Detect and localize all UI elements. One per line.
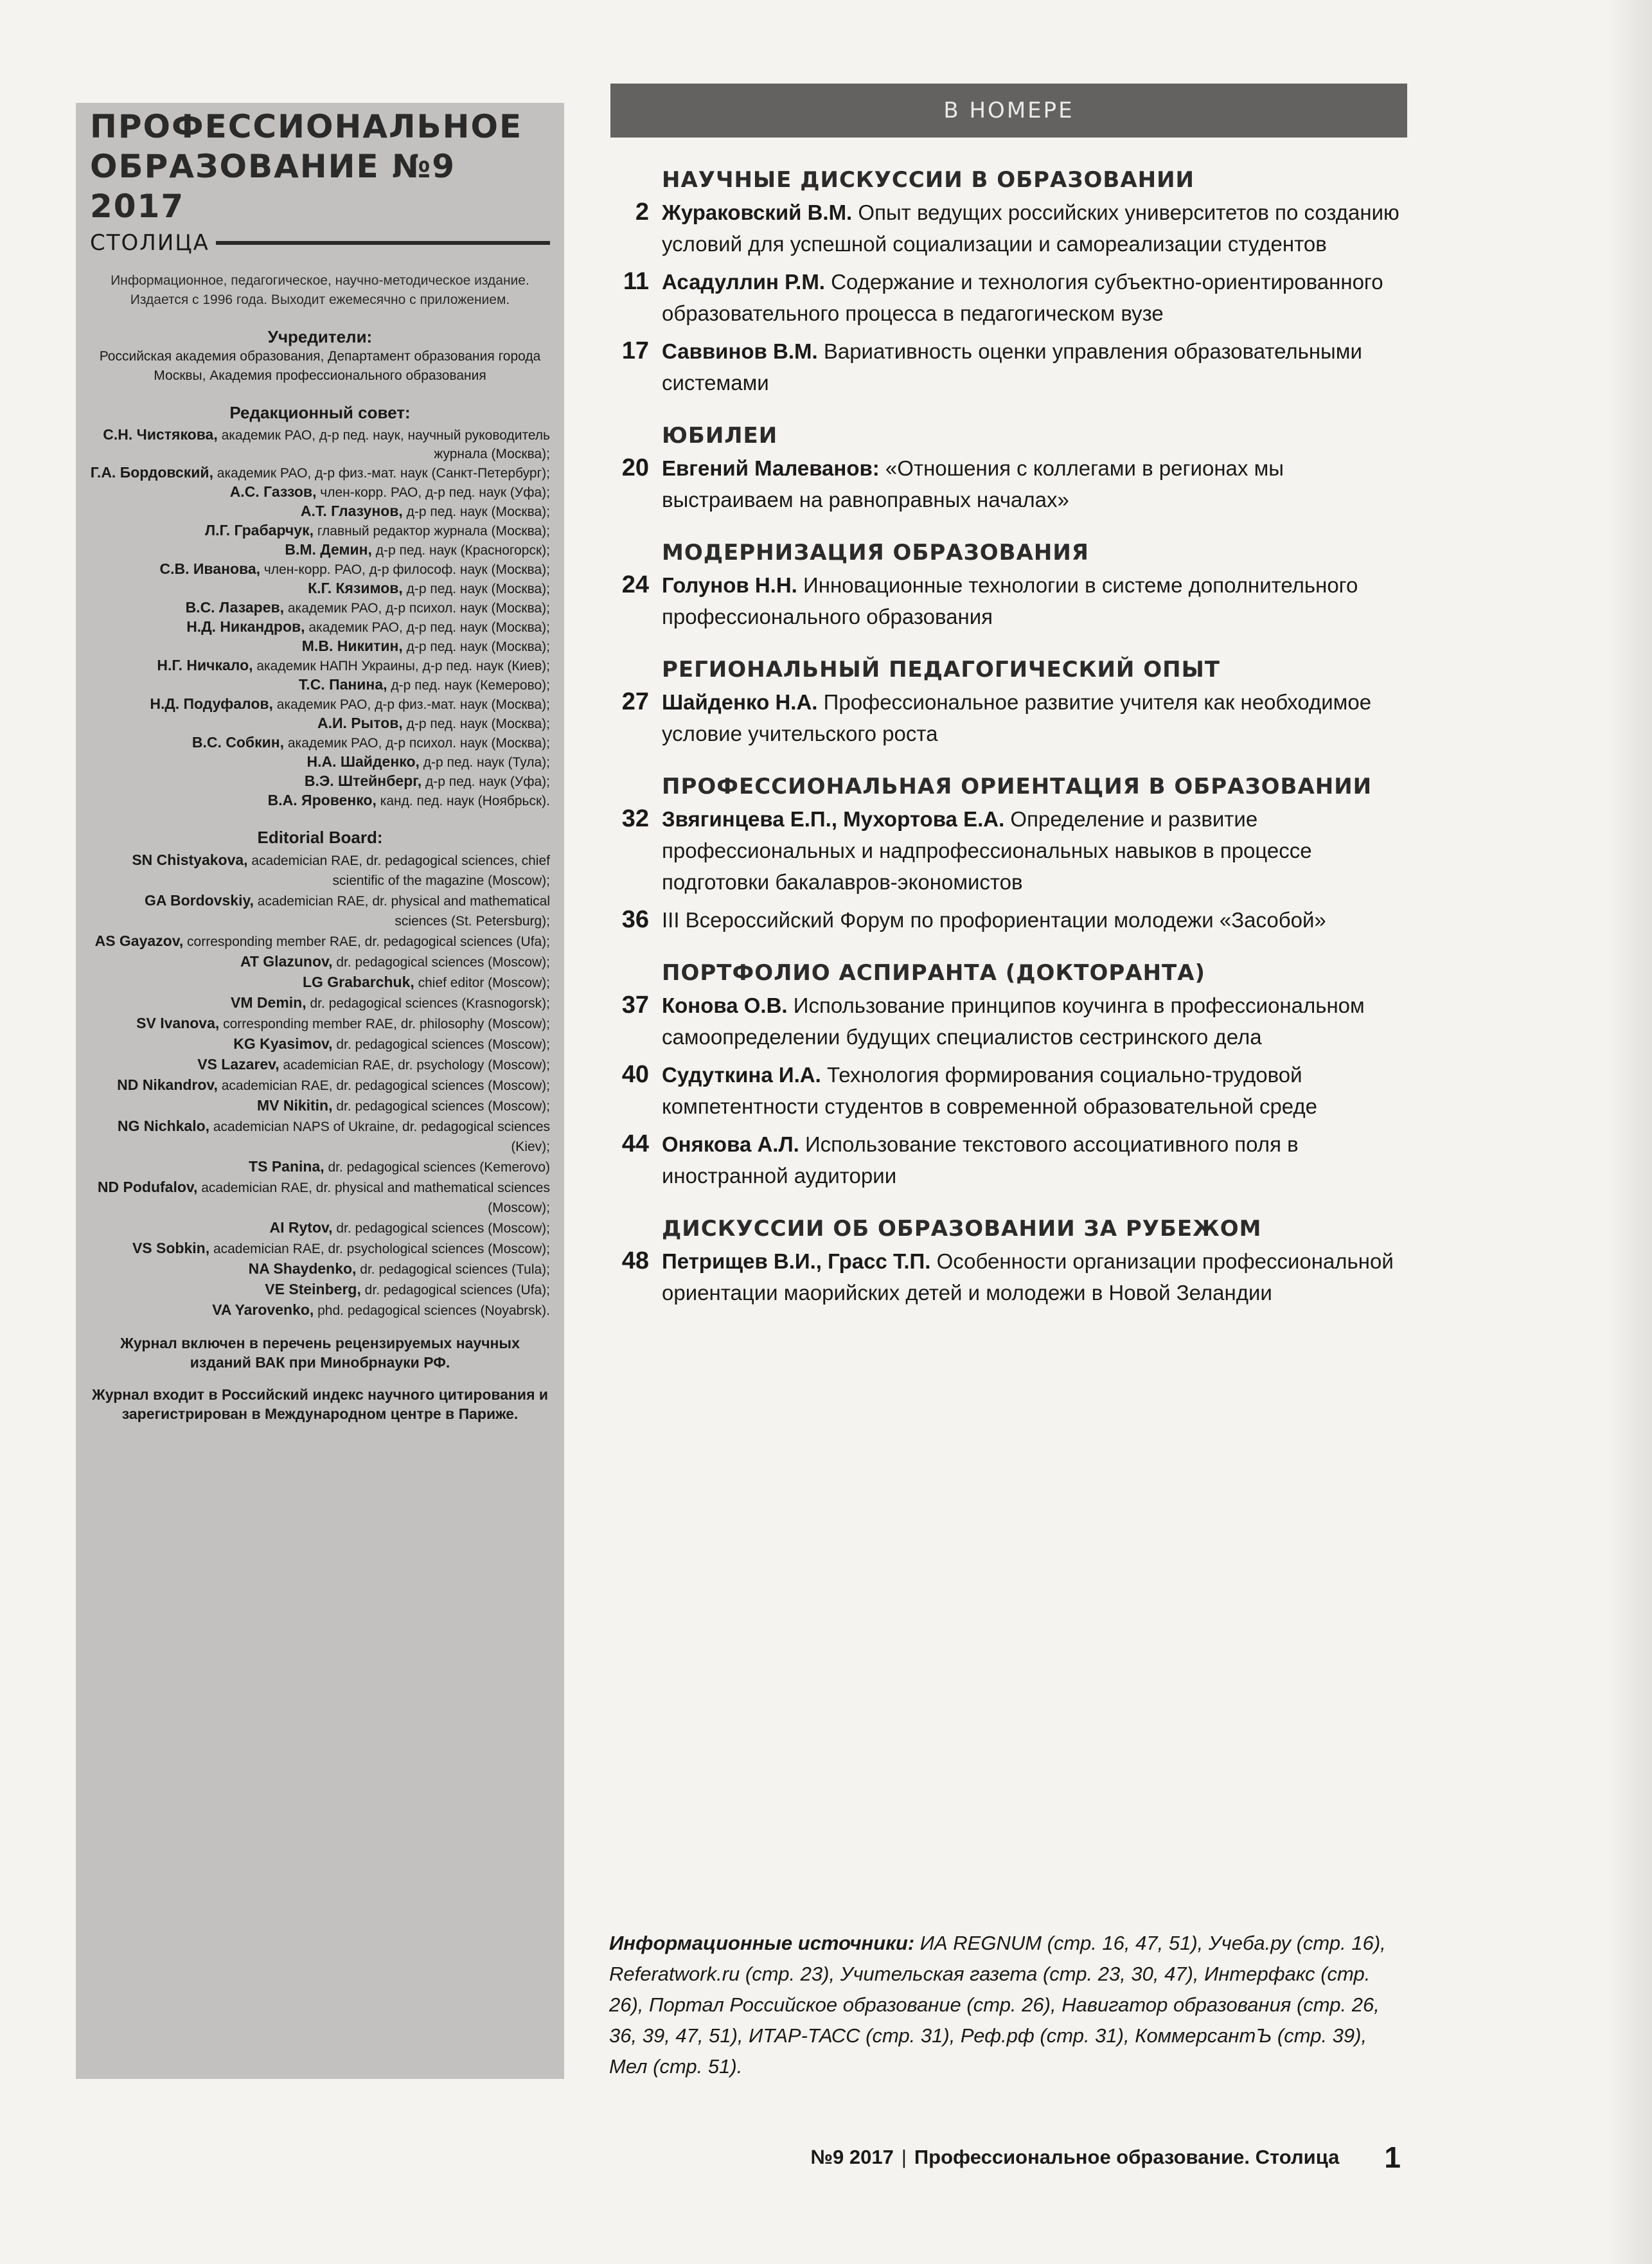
toc-entry-text [662, 335, 1407, 398]
toc-author: Шайденко Н.А. [662, 690, 818, 714]
toc-entry-text [662, 803, 1407, 898]
masthead-sidebar [76, 103, 564, 2079]
toc-article-title: Определение и развитие профессиональных и надпрофессиональных навыков в процессе подготовки бакалавров-экономистов [662, 807, 1312, 894]
toc-entry [621, 686, 1407, 749]
council-member [90, 598, 550, 618]
council-member [90, 521, 550, 540]
toc-entry [635, 197, 1407, 260]
board-member-name: GA Bordovskiy, [144, 892, 254, 909]
council-member-name: В.М. Демин, [285, 541, 372, 558]
footer-separator: | [901, 2146, 907, 2168]
toc-entry [621, 335, 1407, 398]
toc-entry [621, 452, 1407, 515]
council-member-description: д-р пед. наук (Уфа); [422, 774, 550, 789]
toc-author: Звягинцева Е.П., Мухортова Е.А. [662, 807, 1005, 831]
toc-page-number: 37 [621, 992, 649, 1019]
section-title: ПОРТФОЛИО АСПИРАНТА (ДОКТОРАНТА) [662, 960, 1206, 986]
toc-page-number: 48 [621, 1247, 649, 1274]
board-member-name: SN Chistyakova, [132, 851, 248, 868]
council-member-description: д-р пед. наук (Красногорск); [371, 543, 550, 558]
board-member-name: VS Lazarev, [197, 1056, 280, 1073]
board-member-description: dr. pedagogical sciences (Tula); [356, 1262, 550, 1277]
council-member [90, 463, 550, 483]
toc-article-title: Использование принципов коучинга в профессиональном самоопределении будущих специалистов сестринского дела [662, 994, 1365, 1049]
council-member [90, 540, 550, 560]
council-member [90, 579, 550, 598]
toc-entry [621, 569, 1407, 632]
council-member-description: канд. пед. наук (Ноябрьск). [376, 794, 550, 808]
toc-author: Конова О.В. [662, 994, 788, 1017]
council-member-description: академик РАО, д-р физ.-мат. наук (Санкт-Петербург); [213, 466, 550, 481]
toc-page-number: 2 [635, 199, 649, 226]
toc-page-number: 11 [623, 268, 649, 295]
toc-author: Петрищев В.И., Грасс Т.П. [662, 1249, 931, 1273]
board-member-description: dr. pedagogical sciences (Moscow); [332, 1099, 550, 1114]
council-member-description: академик РАО, д-р психол. наук (Москва); [284, 736, 550, 751]
council-member-name: К.Г. Кязимов, [308, 580, 403, 596]
board-member [90, 1075, 550, 1096]
board-member-description: dr. pedagogical sciences (Ufa); [360, 1283, 550, 1297]
magazine-title [90, 107, 550, 226]
board-member-name: KG Kyasimov, [233, 1035, 333, 1052]
council-member [90, 425, 550, 463]
board-member [90, 850, 550, 891]
toc-author: Голунов Н.Н. [662, 573, 797, 597]
section-title: РЕГИОНАЛЬНЫЙ ПЕДАГОГИЧЕСКИЙ ОПЫТ [662, 657, 1221, 682]
council-member-name: С.В. Иванова, [159, 560, 261, 577]
board-member-description: academician RAE, dr. pedagogical sciences, chief scientific of the magazine (Moscow); [247, 853, 550, 888]
board-member [90, 1177, 550, 1218]
toc-entry [621, 803, 1407, 898]
toc-article-title: Вариативность оценки управления образовательными системами [662, 339, 1362, 395]
publication-intro: Информационное, педагогическое, научно-методическое издание. Издается с 1996 года. Выходит ежемесячно с приложением. [111, 273, 529, 307]
page-footer [784, 2140, 1401, 2175]
council-heading: Редакционный совет: [229, 403, 411, 422]
council-member [90, 791, 550, 810]
section-title: ДИСКУССИИ ОБ ОБРАЗОВАНИИ ЗА РУБЕЖОМ [662, 1216, 1262, 1242]
council-member-name: В.А. Яровенко, [267, 792, 377, 808]
board-member [90, 1238, 550, 1259]
board-member-name: VA Yarovenko, [212, 1301, 314, 1318]
in-this-issue-header [610, 84, 1407, 138]
board-member [90, 1279, 550, 1300]
council-member-description: д-р пед. наук (Тула); [419, 755, 550, 770]
toc-entry [621, 1245, 1407, 1308]
board-member [90, 1157, 550, 1177]
council-member-name: В.Э. Штейнберг, [304, 772, 422, 789]
toc-page-number: 32 [621, 805, 649, 832]
toc-page-number: 36 [621, 906, 649, 933]
board-member-description: academician NAPS of Ukraine, dr. pedagogical sciences (Kiev); [209, 1119, 550, 1154]
board-member [90, 1116, 550, 1157]
board-member [90, 891, 550, 931]
toc-article-title: Профессиональное развитие учителя как необходимое условие учительского роста [662, 690, 1372, 745]
board-member [90, 1055, 550, 1075]
magazine-subtitle-text: СТОЛИЦА [90, 230, 209, 256]
council-member [90, 637, 550, 656]
toc-article-title: Использование текстового ассоциативного поля в иностранной аудитории [662, 1132, 1299, 1188]
council-member-name: А.Т. Глазунов, [300, 503, 403, 519]
toc-page-number: 17 [621, 337, 649, 364]
board-member [90, 1300, 550, 1321]
board-member-description: dr. pedagogical sciences (Moscow); [332, 955, 550, 970]
board-member-description: academician RAE, dr. physical and mathematical sciences (Moscow); [197, 1181, 550, 1215]
board-member-name: SV Ivanova, [136, 1015, 220, 1031]
toc-page-number: 24 [621, 571, 649, 598]
board-member [90, 1218, 550, 1238]
council-member [90, 695, 550, 714]
council-member-description: академик РАО, д-р физ.-мат. наук (Москва); [272, 697, 550, 712]
board-member [90, 993, 550, 1013]
council-member-name: М.В. Никитин, [301, 637, 403, 654]
council-member-description: академик РАО, д-р пед. наук, научный руководитель журнала (Москва); [217, 428, 550, 461]
council-member-name: Н.Д. Подуфалов, [150, 695, 273, 712]
page-edge-shadow [1607, 0, 1652, 2264]
council-member-name: В.С. Собкин, [191, 734, 285, 751]
editorial-board-list [90, 850, 550, 1321]
toc-entry [621, 1059, 1407, 1122]
council-member [90, 483, 550, 502]
toc-entry-text [662, 452, 1407, 515]
footer-journal: Профессиональное образование. Столица [914, 2146, 1340, 2168]
board-member-description: academician RAE, dr. physical and mathematical sciences (St. Petersburg); [253, 894, 550, 929]
board-member-description: academician RAE, dr. pedagogical sciences (Moscow); [217, 1078, 550, 1093]
toc-page-number: 20 [621, 454, 649, 481]
council-member-name: В.С. Лазарев, [185, 599, 285, 616]
council-member-name: Т.С. Панина, [298, 676, 387, 693]
board-member-name: TS Panina, [249, 1158, 324, 1175]
council-member-name: А.И. Рытов, [317, 715, 403, 731]
board-member-name: VM Demin, [231, 994, 306, 1011]
board-member-name: VE Steinberg, [265, 1281, 361, 1297]
board-member-name: ND Podufalov, [97, 1179, 198, 1195]
council-member-name: Л.Г. Грабарчук, [205, 522, 314, 539]
board-member [90, 1096, 550, 1116]
council-member-name: Г.А. Бордовский, [90, 464, 213, 481]
board-member [90, 952, 550, 972]
board-member [90, 931, 550, 952]
toc-author: Асадуллин Р.М. [662, 270, 825, 294]
footer-issue: №9 2017 [810, 2146, 894, 2168]
council-member-description: д-р пед. наук (Кемерово); [387, 678, 550, 693]
council-member [90, 714, 550, 733]
magazine-title-line1: ПРОФЕССИОНАЛЬНОЕ [90, 108, 523, 145]
toc-author: Саввинов В.М. [662, 339, 818, 363]
council-member [90, 753, 550, 772]
council-member-description: академик НАПН Украины, д-р пед. наук (Киев); [253, 659, 550, 673]
council-member-description: член-корр. РАО, д-р философ. наук (Москва); [260, 562, 550, 577]
toc-entry [621, 1128, 1407, 1191]
toc-entry-text [662, 1059, 1407, 1122]
board-member [90, 1034, 550, 1055]
board-member-name: VS Sobkin, [132, 1240, 210, 1256]
council-member [90, 772, 550, 791]
council-member-description: д-р пед. наук (Москва); [402, 717, 550, 731]
toc-article-title: Инновационные технологии в системе дополнительного профессионального образования [662, 573, 1358, 628]
sources-text: ИА REGNUM (стр. 16, 47, 51), Учеба.ру (стр. 16), Referatwork.ru (стр. 23), Учительская газета (стр. 23, 30, 47), Интерфакс (стр. 26), Портал Российское образование (стр. 26), Навигатор образования (стр. 26, 36, 39, 47, 51), ИТАР-ТАСС (стр. 31), Реф.рф (стр. 31), КоммерсантЪ (стр. 39), Мел (стр. 51). [609, 1932, 1386, 2078]
board-member-description: phd. pedagogical sciences (Noyabrsk). [314, 1303, 550, 1318]
board-member-description: corresponding member RAE, dr. philosophy (Moscow); [219, 1017, 550, 1031]
council-member [90, 675, 550, 695]
magazine-title-line2: ОБРАЗОВАНИЕ №9 2017 [90, 148, 456, 225]
sources-label: Информационные источники: [609, 1932, 915, 1954]
board-member-name: AI Rytov, [269, 1219, 333, 1236]
section-title: НАУЧНЫЕ ДИСКУССИИ В ОБРАЗОВАНИИ [662, 167, 1195, 193]
board-member-name: NA Shaydenko, [248, 1260, 357, 1277]
founders-text: Российская академия образования, Департамент образования города Москвы, Академия профессионального образования [99, 349, 541, 383]
toc-article-title: Опыт ведущих российских университетов по созданию условий для успешной социализации и самореализации студентов [662, 201, 1399, 256]
council-member-name: Н.Г. Ничкало, [157, 657, 253, 673]
board-member-description: chief editor (Moscow); [414, 976, 550, 990]
board-member [90, 1259, 550, 1279]
board-member-name: AT Glazunov, [240, 953, 333, 970]
board-member [90, 972, 550, 993]
toc-entry-text [662, 266, 1407, 329]
toc-entry [623, 266, 1407, 329]
council-member-name: Н.А. Шайденко, [306, 753, 420, 770]
founders-heading: Учредители: [267, 327, 373, 346]
council-member-name: Н.Д. Никандров, [186, 618, 305, 635]
council-member [90, 502, 550, 521]
board-member-name: LG Grabarchuk, [302, 974, 414, 990]
board-member-name: AS Gayazov, [94, 932, 184, 949]
toc-page-number: 40 [621, 1061, 649, 1088]
toc-entry-text [662, 197, 1407, 260]
toc-entry-text [662, 1128, 1407, 1191]
editorial-council-list [90, 425, 550, 810]
council-member [90, 560, 550, 579]
section-title: МОДЕРНИЗАЦИЯ ОБРАЗОВАНИЯ [662, 540, 1089, 566]
board-member [90, 1013, 550, 1034]
board-member-description: dr. pedagogical sciences (Moscow); [332, 1037, 550, 1052]
toc-page-number: 44 [621, 1130, 649, 1157]
subtitle-rule [216, 241, 550, 245]
toc-article-title: Особенности организации профессиональной ориентации маорийских детей и молодежи в Новой Зеландии [662, 1249, 1394, 1305]
toc-entry-text [662, 686, 1407, 749]
toc-entry [621, 904, 1407, 936]
toc-author: Онякова А.Л. [662, 1132, 799, 1156]
council-member [90, 656, 550, 675]
council-member-name: С.Н. Чистякова, [103, 426, 218, 443]
toc-article-title: «Отношения с коллегами в регионах мы выстраиваем на равноправных началах» [662, 456, 1284, 512]
toc-author: Жураковский В.М. [662, 201, 853, 224]
editorial-board-heading: Editorial Board: [257, 828, 383, 847]
toc-entry-text [662, 569, 1407, 632]
board-member-name: MV Nikitin, [256, 1097, 333, 1114]
toc-article-title: Содержание и технология субъектно-ориентированного образовательного процесса в педагогическом вузе [662, 270, 1383, 325]
board-member-name: NG Nichkalo, [117, 1118, 210, 1134]
board-member-description: academician RAE, dr. psychological sciences (Moscow); [209, 1242, 550, 1256]
table-of-contents [621, 167, 1407, 1315]
page-number: 1 [1384, 2141, 1401, 2174]
council-member-description: д-р пед. наук (Москва); [402, 504, 550, 519]
board-member-name: ND Nikandrov, [117, 1076, 218, 1093]
toc-page-number: 27 [621, 688, 649, 715]
council-member [90, 618, 550, 637]
toc-entry-text [662, 990, 1407, 1053]
council-member-description: академик РАО, д-р пед. наук (Москва); [305, 620, 550, 635]
toc-entry-text [662, 904, 1407, 936]
in-this-issue-label: В НОМЕРЕ [943, 98, 1074, 123]
council-member-name: А.С. Газзов, [229, 483, 317, 500]
board-member-description: academician RAE, dr. psychology (Moscow); [279, 1058, 550, 1073]
toc-author: Судуткина И.А. [662, 1063, 821, 1087]
toc-entry [621, 990, 1407, 1053]
toc-entry-text [662, 1245, 1407, 1308]
council-member [90, 733, 550, 753]
board-member-description: corresponding member RAE, dr. pedagogical sciences (Ufa); [183, 934, 550, 949]
board-member-description: dr. pedagogical sciences (Moscow); [332, 1221, 550, 1236]
toc-article-title: Технология формирования социально-трудовой компетентности студентов в современной образовательной среде [662, 1063, 1318, 1118]
rinc-note: Журнал входит в Российский индекс научного цитирования и зарегистрирован в Международном центре в Париже. [91, 1386, 549, 1422]
council-member-description: д-р пед. наук (Москва); [402, 582, 550, 596]
section-title: ЮБИЛЕИ [662, 423, 778, 449]
toc-article-title: III Всероссийский Форум по профориентации молодежи «Засобой» [662, 908, 1326, 932]
council-member-description: д-р пед. наук (Москва); [402, 639, 550, 654]
toc-author: Евгений Малеванов: [662, 456, 880, 480]
board-member-description: dr. pedagogical sciences (Krasnogorsk); [306, 996, 550, 1011]
council-member-description: главный редактор журнала (Москва); [314, 524, 550, 539]
section-title: ПРОФЕССИОНАЛЬНАЯ ОРИЕНТАЦИЯ В ОБРАЗОВАНИИ [662, 774, 1372, 799]
information-sources [609, 1928, 1406, 2082]
vak-note: Журнал включен в перечень рецензируемых научных изданий ВАК при Минобрнауки РФ. [120, 1335, 520, 1371]
board-member-description: dr. pedagogical sciences (Kemerovo) [324, 1160, 550, 1175]
council-member-description: член-корр. РАО, д-р пед. наук (Уфа); [316, 485, 550, 500]
council-member-description: академик РАО, д-р психол. наук (Москва); [284, 601, 550, 616]
magazine-subtitle [90, 230, 550, 256]
